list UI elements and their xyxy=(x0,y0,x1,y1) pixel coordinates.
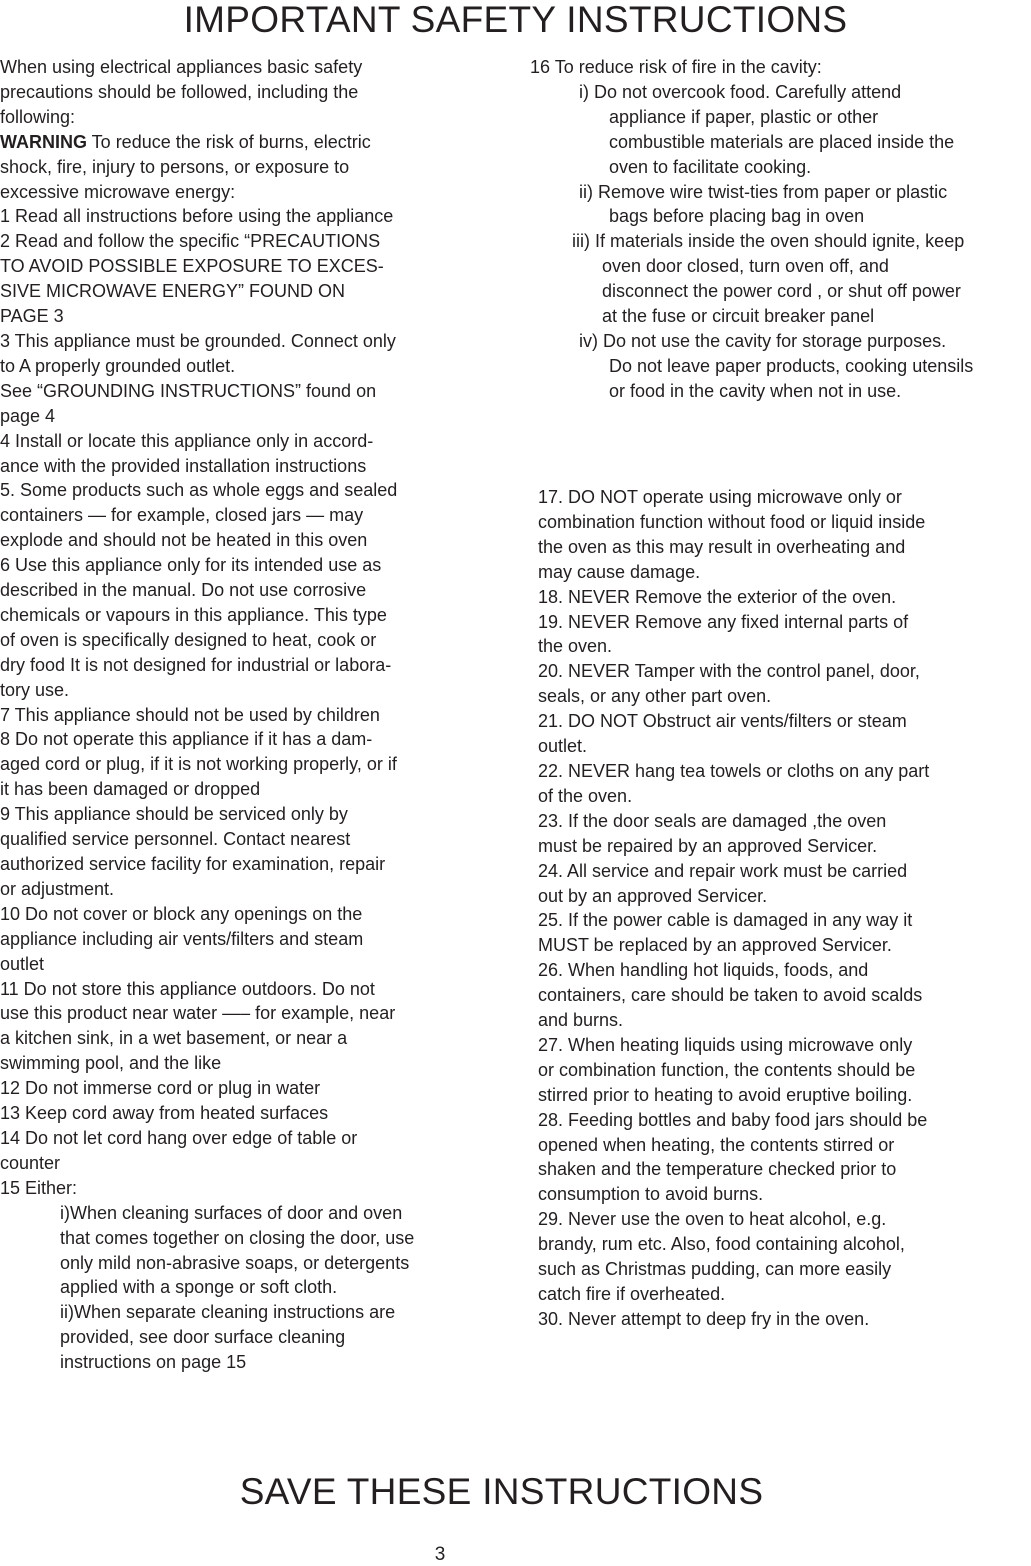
text-line: ance with the provided installation instructions xyxy=(0,455,367,476)
right-bottom-column xyxy=(538,485,1018,1332)
text-line: 6 Use this appliance only for its intended use as xyxy=(0,555,382,576)
text-line: 12 Do not immerse cord or plug in water xyxy=(0,1078,321,1099)
text-line: it has been damaged or dropped xyxy=(0,779,261,800)
text-line: swimming pool, and the like xyxy=(0,1053,222,1074)
text-line: 22. NEVER hang tea towels or cloths on any part xyxy=(538,760,930,781)
text-line: shaken and the temperature checked prior to xyxy=(538,1159,897,1180)
text-line: outlet. xyxy=(538,736,588,757)
text-line: 18. NEVER Remove the exterior of the oven. xyxy=(538,586,897,607)
text-line: i) Do not overcook food. Carefully attend xyxy=(579,81,902,102)
text-line: such as Christmas pudding, can more easily xyxy=(538,1259,892,1280)
text-line: provided, see door surface cleaning xyxy=(60,1327,346,1348)
text-line: 9 This appliance should be serviced only by xyxy=(0,804,348,825)
text-line: containers — for example, closed jars — may xyxy=(0,505,364,526)
text-line: described in the manual. Do not use corrosive xyxy=(0,580,367,601)
text-line: shock, fire, injury to persons, or exposure to xyxy=(0,156,350,177)
text-line: containers, care should be taken to avoid scalds xyxy=(538,985,923,1006)
text-line: opened when heating, the contents stirred or xyxy=(538,1134,895,1155)
page-title: IMPORTANT SAFETY INSTRUCTIONS xyxy=(183,0,848,40)
text-line: of oven is specifically designed to heat, cook or xyxy=(0,629,377,650)
text-line: 20. NEVER Tamper with the control panel, door, xyxy=(538,661,920,682)
left-column xyxy=(0,55,475,1375)
text-line: the oven. xyxy=(538,636,613,657)
text-line: combination function without food or liquid inside xyxy=(538,511,926,532)
text-line: iv) Do not use the cavity for storage purposes. xyxy=(579,330,947,351)
text-line: that comes together on closing the door, use xyxy=(60,1227,415,1248)
text-line: 30. Never attempt to deep fry in the oven. xyxy=(538,1308,870,1329)
text-line: 1 Read all instructions before using the appliance xyxy=(0,206,394,227)
text-line: SIVE MICROWAVE ENERGY” FOUND ON xyxy=(0,281,346,302)
text-line: MUST be replaced by an approved Servicer. xyxy=(538,935,892,956)
item-16-heading: 16 To reduce risk of fire in the cavity: xyxy=(530,57,822,77)
text-line: 19. NEVER Remove any fixed internal parts of xyxy=(538,611,909,632)
text-line: TO AVOID POSSIBLE EXPOSURE TO EXCES- xyxy=(0,256,384,277)
text-line: or adjustment. xyxy=(0,878,115,899)
text-line: instructions on page 15 xyxy=(60,1352,247,1373)
text-line: When using electrical appliances basic safety xyxy=(0,57,363,77)
text-line: See “GROUNDING INSTRUCTIONS” found on xyxy=(0,380,377,401)
text-line: 17. DO NOT operate using microwave only or xyxy=(538,487,902,507)
text-line: authorized service facility for examination, repair xyxy=(0,854,386,874)
text-line: 10 Do not cover or block any openings on the xyxy=(0,903,363,924)
text-line: ii)When separate cleaning instructions are xyxy=(60,1302,396,1323)
text-line: chemicals or vapours in this appliance. This type xyxy=(0,604,387,625)
text-line: at the fuse or circuit breaker panel xyxy=(602,306,875,327)
warning-line xyxy=(0,130,475,155)
text-line: aged cord or plug, if it is not working properly, or if xyxy=(0,754,397,775)
text-line: brandy, rum etc. Also, food containing alcohol, xyxy=(538,1234,905,1255)
text-line: appliance including air vents/filters and steam xyxy=(0,928,364,949)
text-line: 29. Never use the oven to heat alcohol, e.g. xyxy=(538,1209,887,1230)
text-line: ii) Remove wire twist-ties from paper or plastic xyxy=(579,181,948,202)
text-line: and burns. xyxy=(538,1010,624,1031)
text-line: 15 Either: xyxy=(0,1177,78,1198)
text-line: only mild non-abrasive soaps, or detergents xyxy=(60,1252,410,1273)
text-line: 11 Do not store this appliance outdoors. Do not xyxy=(0,978,375,999)
text-line: dry food It is not designed for industrial or labora- xyxy=(0,654,392,675)
text-line: or combination function, the contents should be xyxy=(538,1059,916,1080)
warning-label: WARNING xyxy=(0,131,87,152)
text-line: counter xyxy=(0,1152,61,1173)
text-line: oven to facilitate cooking. xyxy=(609,156,812,177)
text-line: excessive microwave energy: xyxy=(0,181,236,202)
text-line: 2 Read and follow the specific “PRECAUTIONS xyxy=(0,231,381,252)
text-line: 24. All service and repair work must be carried xyxy=(538,860,908,881)
text-line: stirred prior to heating to avoid eruptive boiling. xyxy=(538,1084,913,1105)
text-line: i)When cleaning surfaces of door and oven xyxy=(60,1202,403,1223)
text-line: iii) If materials inside the oven should ignite, keep xyxy=(572,231,965,252)
text-line: seals, or any other part oven. xyxy=(538,686,772,707)
text-line: tory use. xyxy=(0,679,70,700)
text-line: use this product near water —– for example, near xyxy=(0,1003,396,1024)
save-instructions-title: SAVE THESE INSTRUCTIONS xyxy=(239,1471,764,1512)
text-line: of the oven. xyxy=(538,785,633,806)
text-line: page 4 xyxy=(0,405,56,426)
text-line: 7 This appliance should not be used by children xyxy=(0,704,380,725)
text-line: out by an approved Servicer. xyxy=(538,885,768,906)
text-line: must be repaired by an approved Servicer. xyxy=(538,835,878,856)
text-line: catch fire if overheated. xyxy=(538,1284,726,1304)
text-line: to A properly grounded outlet. xyxy=(0,355,236,376)
warning-text: To reduce the risk of burns, electric xyxy=(87,131,371,152)
text-line: appliance if paper, plastic or other xyxy=(609,106,879,127)
text-line: outlet xyxy=(0,953,45,974)
page-number: 3 xyxy=(434,1544,446,1565)
text-line: precautions should be followed, including the xyxy=(0,81,359,102)
text-line: combustible materials are placed inside the xyxy=(609,131,955,152)
text-line: 25. If the power cable is damaged in any way it xyxy=(538,910,913,931)
text-line: 27. When heating liquids using microwave only xyxy=(538,1034,913,1055)
text-line: consumption to avoid burns. xyxy=(538,1184,764,1205)
text-line: 14 Do not let cord hang over edge of table or xyxy=(0,1127,358,1148)
text-line: may cause damage. xyxy=(538,561,701,582)
text-line: 21. DO NOT Obstruct air vents/filters or steam xyxy=(538,711,907,732)
text-line: PAGE 3 xyxy=(0,306,64,327)
text-line: following: xyxy=(0,106,76,127)
text-line: 4 Install or locate this appliance only in accord- xyxy=(0,430,374,451)
right-top-column xyxy=(530,55,1031,404)
text-line: 8 Do not operate this appliance if it has a dam- xyxy=(0,729,373,750)
text-line: 23. If the door seals are damaged ,the oven xyxy=(538,810,887,831)
text-line: applied with a sponge or soft cloth. xyxy=(60,1277,338,1298)
text-line: 26. When handling hot liquids, foods, and xyxy=(538,960,869,981)
text-line: the oven as this may result in overheating and xyxy=(538,536,906,557)
text-line: disconnect the power cord , or shut off power xyxy=(602,281,961,302)
text-line: bags before placing bag in oven xyxy=(609,206,865,227)
text-line: 3 This appliance must be grounded. Connect only xyxy=(0,330,396,351)
text-line: qualified service personnel. Contact nearest xyxy=(0,829,351,850)
text-line: Do not leave paper products, cooking utensils xyxy=(609,355,974,376)
text-line: a kitchen sink, in a wet basement, or near a xyxy=(0,1028,348,1049)
text-line: 13 Keep cord away from heated surfaces xyxy=(0,1103,329,1124)
text-line: 5. Some products such as whole eggs and sealed xyxy=(0,480,398,501)
text-line: 28. Feeding bottles and baby food jars should be xyxy=(538,1109,928,1130)
text-line: explode and should not be heated in this oven xyxy=(0,530,368,551)
text-line: oven door closed, turn oven off, and xyxy=(602,256,889,277)
text-line: or food in the cavity when not in use. xyxy=(609,380,902,401)
